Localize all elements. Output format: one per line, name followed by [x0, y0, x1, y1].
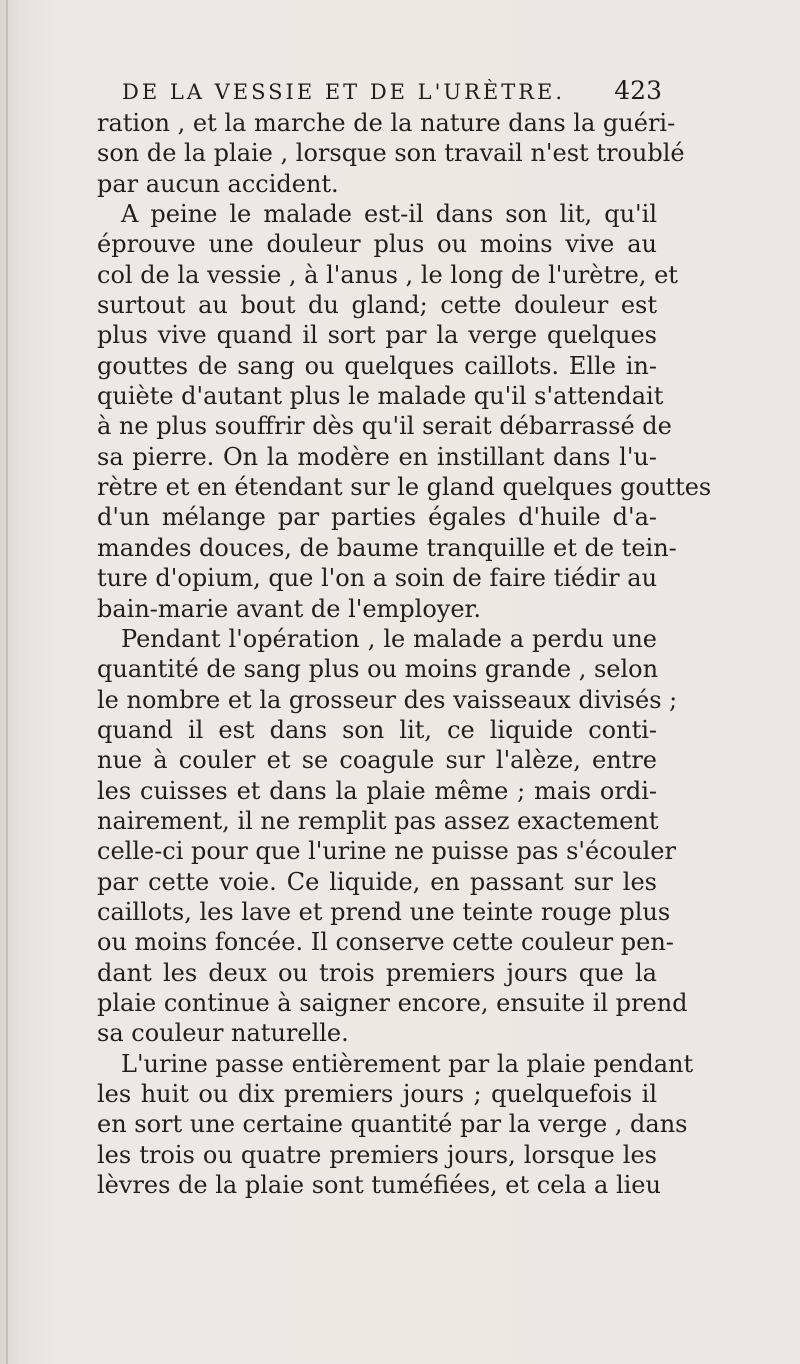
text-line: gouttes de sang ou quelques caillots. Elle in-	[97, 351, 657, 380]
text-line: ture d'opium, que l'on a soin de faire tiédir au	[97, 564, 658, 593]
text-line: par cette voie. Ce liquide, en passant sur les	[97, 867, 657, 896]
text-line: nue à couler et se coagule sur l'alèze, entre	[97, 746, 657, 775]
text-line: plaie continue à saigner encore, ensuite il prend	[97, 988, 688, 1017]
text-line: sa couleur naturelle.	[97, 1019, 349, 1048]
page-number: 423	[614, 76, 662, 105]
text-line: en sort une certaine quantité par la verge , dans	[97, 1110, 688, 1139]
text-line: lèvres de la plaie sont tuméfiées, et cela a lieu	[97, 1171, 661, 1200]
text-line: les cuisses et dans la plaie même ; mais ordi-	[97, 776, 657, 805]
text-line: plus vive quand il sort par la verge quelques	[97, 321, 657, 350]
text-line: celle-ci pour que l'urine ne puisse pas s'écouler	[97, 837, 676, 866]
text-line: les trois ou quatre premiers jours, lorsque les	[97, 1140, 657, 1169]
text-line: à ne plus souffrir dès qu'il serait débarrassé de	[97, 412, 672, 441]
text-line: dant les deux ou trois premiers jours que la	[97, 958, 657, 987]
text-line: rètre et en étendant sur le gland quelques gouttes	[97, 473, 712, 502]
text-line: quantité de sang plus ou moins grande , selon	[97, 655, 659, 684]
text-line: par aucun accident.	[97, 169, 339, 198]
text-line: nairement, il ne remplit pas assez exactement	[97, 806, 659, 835]
text-line: bain-marie avant de l'employer.	[97, 594, 482, 623]
text-line: son de la plaie , lorsque son travail n'est troublé	[97, 139, 685, 168]
text-line: ou moins foncée. Il conserve cette couleur pen-	[97, 928, 674, 957]
header-title: DE LA VESSIE ET DE L'URÈTRE.	[122, 80, 566, 104]
text-line: mandes douces, de baume tranquille et de tein-	[97, 533, 677, 562]
text-line: A peine le malade est-il dans son lit, qu'il	[121, 200, 657, 229]
text-line: sa pierre. On la modère en instillant dans l'u-	[97, 442, 657, 471]
text-line: caillots, les lave et prend une teinte rouge plus	[97, 897, 671, 926]
text-line: éprouve une douleur plus ou moins vive au	[97, 230, 657, 259]
text-line: Pendant l'opération , le malade a perdu une	[121, 624, 657, 653]
text-line: le nombre et la grosseur des vaisseaux divisés ;	[97, 685, 678, 714]
text-line: les huit ou dix premiers jours ; quelquefois il	[97, 1080, 657, 1108]
body-text	[97, 108, 712, 1200]
text-line: ration , et la marche de la nature dans la guéri-	[97, 109, 676, 137]
page-gutter	[6, 0, 8, 1364]
text-line: L'urine passe entièrement par la plaie pendant	[121, 1049, 694, 1078]
text-line: d'un mélange par parties égales d'huile d'a-	[97, 503, 657, 532]
text-line: quiète d'autant plus le malade qu'il s'attendait	[97, 382, 664, 411]
text-line: col de la vessie , à l'anus , le long de l'urètre, et	[97, 260, 678, 289]
text-line: quand il est dans son lit, ce liquide conti-	[97, 715, 657, 744]
text-line: surtout au bout du gland; cette douleur est	[97, 291, 657, 320]
running-header	[122, 76, 662, 110]
